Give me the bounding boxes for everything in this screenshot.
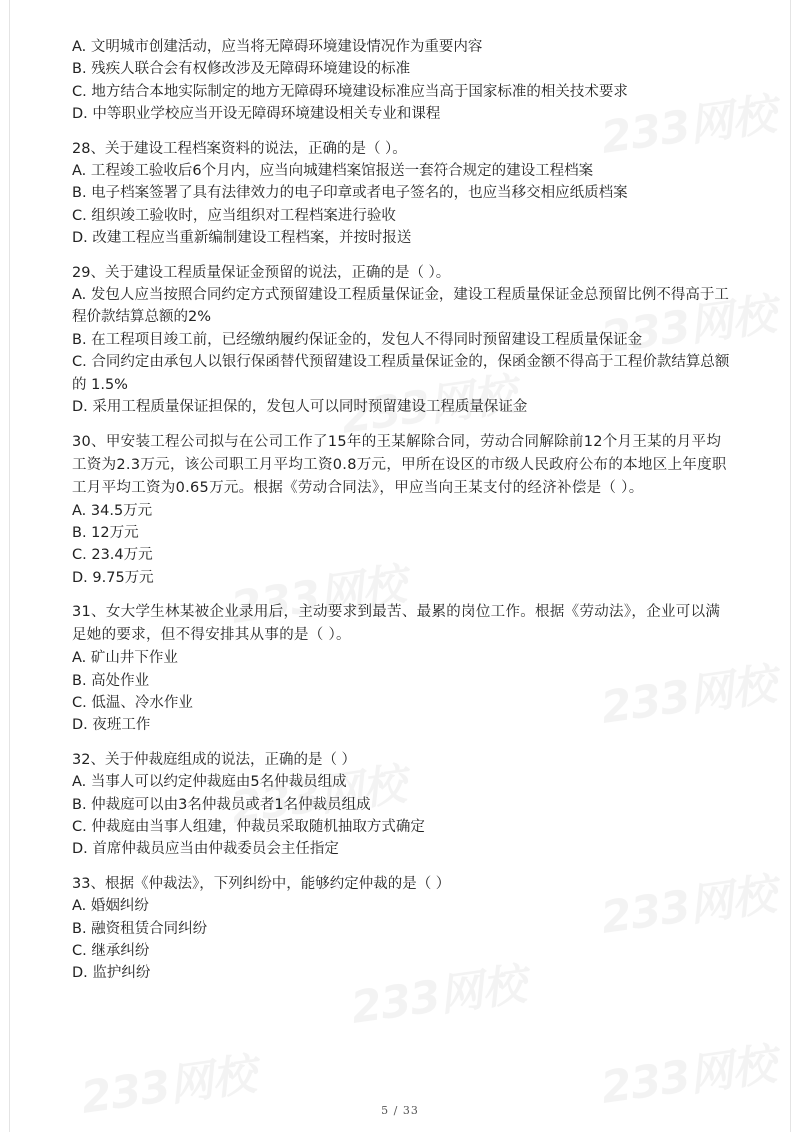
- question-stem: 29、关于建设工程质量保证金预留的说法，正确的是（ ）。: [72, 264, 451, 281]
- option-c: C. 继承纠纷: [72, 943, 150, 959]
- option-b: B. 残疾人联合会有权修改涉及无障碍环境建设的标准: [72, 61, 411, 78]
- question-stem: 32、关于仲裁庭组成的说法，正确的是（ ）: [72, 751, 357, 768]
- option-b: B. 仲裁庭可以由3名仲裁员或者1名仲裁员组成: [72, 796, 371, 813]
- option-a: A. 34.5万元: [72, 502, 153, 519]
- watermark: [596, 1028, 778, 1116]
- option-c: C. 合同约定由承包人以银行保函替代预留建设工程质量保证金的，保函金额不得高于工程价款结算总额的 1.5%: [72, 354, 730, 393]
- option-b: B. 融资租赁合同纠纷: [72, 920, 208, 937]
- option-a: A. 发包人应当按照合同约定方式预留建设工程质量保证金，建设工程质量保证金总预留比例不得高于工程价款结算总额的2%: [72, 287, 729, 326]
- question-32: [72, 749, 732, 861]
- question-29: [72, 262, 732, 419]
- question-33: [72, 873, 732, 985]
- page-number: 5 / 33: [381, 1104, 419, 1117]
- question-30: [72, 431, 732, 590]
- question-stem: 28、关于建设工程档案资料的说法，正确的是（ ）。: [72, 140, 407, 157]
- option-d: D. 9.75万元: [72, 569, 154, 586]
- option-c: C. 低温、冷水作业: [72, 694, 193, 711]
- option-d: D. 采用工程质量保证担保的，发包人可以同时预留建设工程质量保证金: [72, 399, 528, 416]
- page-right-edge: [790, 0, 791, 1132]
- option-d: D. 夜班工作: [72, 717, 151, 734]
- question-stem: 31、女大学生林某被企业录用后，主动要求到最苦、最累的岗位工作。根据《劳动法》，企业可以满足她的要求，但不得安排其从事的是（ ）。: [72, 604, 721, 644]
- option-a: A. 当事人可以约定仲裁庭由5名仲裁员组成: [72, 774, 347, 791]
- option-b: B. 高处作业: [72, 672, 150, 689]
- option-c: C. 组织竣工验收时，应当组织对工程档案进行验收: [72, 207, 396, 224]
- option-a: A. 工程竣工验收后6个月内，应当向城建档案馆报送一套符合规定的建设工程档案: [72, 163, 594, 180]
- question-28: [72, 138, 732, 250]
- option-a: A. 文明城市创建活动，应当将无障碍环境建设情况作为重要内容: [72, 39, 483, 55]
- option-d: D. 中等职业学校应当开设无障碍环境建设相关专业和课程: [72, 106, 441, 123]
- question-31: [72, 601, 732, 737]
- option-c: C. 仲裁庭由当事人组建，仲裁员采取随机抽取方式确定: [72, 818, 425, 835]
- option-d: D. 改建工程应当重新编制建设工程档案，并按时报送: [72, 230, 412, 247]
- option-d: D. 监护纠纷: [72, 965, 151, 982]
- option-c: C. 23.4万元: [72, 547, 153, 564]
- document-content: [72, 36, 732, 985]
- question-stem: 30、甲安装工程公司拟与在公司工作了15年的王某解除合同，劳动合同解除前12个月王某的月平均工资为2.3万元，该公司职工月平均工资0.8万元，甲所在设区的市级人民政府公布的本地区上年度职工月平均工资为0.65万元。根据《劳动合同法》，甲应当向王某支付的经济补偿是（ ）。: [72, 433, 727, 496]
- option-c: C. 地方结合本地实际制定的地方无障碍环境建设标准应当高于国家标准的相关技术要求: [72, 83, 628, 100]
- option-a: A. 矿山井下作业: [72, 650, 178, 667]
- question-stem: 33、根据《仲裁法》，下列纠纷中，能够约定仲裁的是（ ）: [72, 875, 451, 892]
- option-a: A. 婚姻纠纷: [72, 898, 149, 915]
- option-d: D. 首席仲裁员应当由仲裁委员会主任指定: [72, 841, 339, 858]
- option-b: B. 12万元: [72, 524, 139, 541]
- option-b: B. 电子档案签署了具有法律效力的电子印章或者电子签名的，也应当移交相应纸质档案: [72, 185, 628, 202]
- page-left-edge: [9, 0, 10, 1132]
- question-block-continued: [72, 36, 732, 126]
- option-b: B. 在工程项目竣工前，已经缴纳履约保证金的，发包人不得同时预留建设工程质量保证金: [72, 331, 643, 348]
